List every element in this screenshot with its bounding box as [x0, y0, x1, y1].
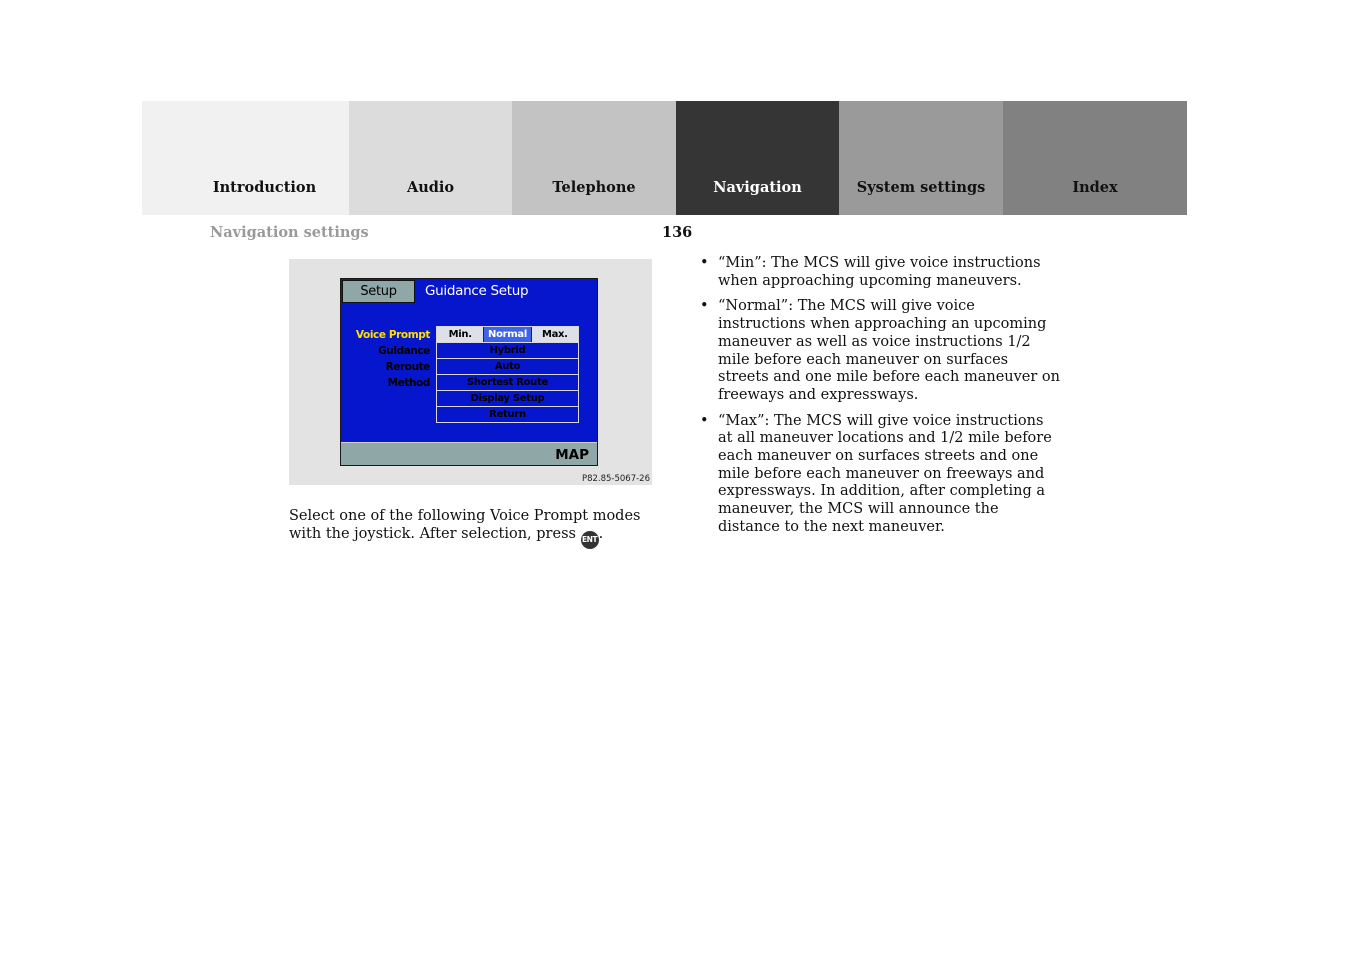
menu-row-display-setup[interactable]: Display Setup: [436, 391, 579, 407]
option-max[interactable]: Max.: [532, 327, 578, 342]
screen-title: Guidance Setup: [425, 283, 529, 299]
figure-code: P82.85-5067-26: [581, 474, 650, 484]
section-title: Navigation settings: [210, 224, 369, 241]
map-button[interactable]: MAP: [555, 447, 589, 463]
menu-row-hybrid[interactable]: Hybrid: [436, 343, 579, 359]
reroute-label: Reroute: [385, 361, 430, 373]
menu-row-return[interactable]: Return: [436, 407, 579, 423]
options-panel: [436, 326, 579, 423]
voice-prompt-label: Voice Prompt: [355, 329, 430, 341]
guidance-setup-figure: [289, 259, 652, 485]
chapter-tab-bar: [142, 101, 1187, 215]
voice-prompt-selector: [436, 326, 579, 343]
bullet-text: “Min”: The MCS will give voice instructions when approaching upcoming maneuvers.: [718, 255, 1041, 289]
ent-button-icon: ENT: [581, 531, 599, 549]
list-item-min: [700, 255, 1062, 290]
tab-introduction[interactable]: Introduction: [142, 101, 349, 215]
tab-index[interactable]: Index: [1003, 101, 1187, 215]
menu-row-shortest-route[interactable]: Shortest Route: [436, 375, 579, 391]
method-label: Method: [387, 377, 430, 389]
tab-audio[interactable]: Audio: [349, 101, 512, 215]
guidance-setup-screen: [340, 278, 598, 466]
tab-system-settings[interactable]: System settings: [839, 101, 1003, 215]
instruction-text-main: Select one of the following Voice Prompt modes with the joystick. After selection, press: [289, 508, 641, 542]
bullet-symbol: •: [700, 412, 709, 429]
instruction-text-end: .: [598, 526, 604, 542]
bullet-text: “Normal”: The MCS will give voice instructions when approaching an upcoming maneuver as well as voice instructions 1/2 mile before each maneuver on surfaces streets and one mile before each maneuver on freeways and expressways.: [718, 298, 1060, 403]
guidance-label: Guidance: [378, 345, 430, 357]
menu-row-auto[interactable]: Auto: [436, 359, 579, 375]
bullet-text: “Max”: The MCS will give voice instructions at all maneuver locations and 1/2 mile before each maneuver on surfaces streets and one mile before each maneuver on freeways and expressways. In addition, after completing a maneuver, the MCS will announce the distance to the next maneuver.: [718, 412, 1052, 535]
screen-footer-bar: [341, 442, 597, 465]
setting-labels: [341, 327, 430, 391]
instruction-text: [289, 507, 659, 549]
bullet-symbol: •: [700, 255, 709, 271]
option-normal[interactable]: Normal: [483, 327, 531, 342]
list-item-max: [700, 413, 1062, 537]
tab-telephone[interactable]: Telephone: [512, 101, 676, 215]
option-min[interactable]: Min.: [437, 327, 483, 342]
voice-prompt-mode-list: [700, 255, 1062, 545]
list-item-normal: [700, 298, 1062, 404]
bullet-symbol: •: [700, 298, 709, 315]
setup-button[interactable]: Setup: [342, 280, 415, 303]
page-number: 136: [662, 224, 693, 241]
tab-navigation[interactable]: Navigation: [676, 101, 839, 215]
